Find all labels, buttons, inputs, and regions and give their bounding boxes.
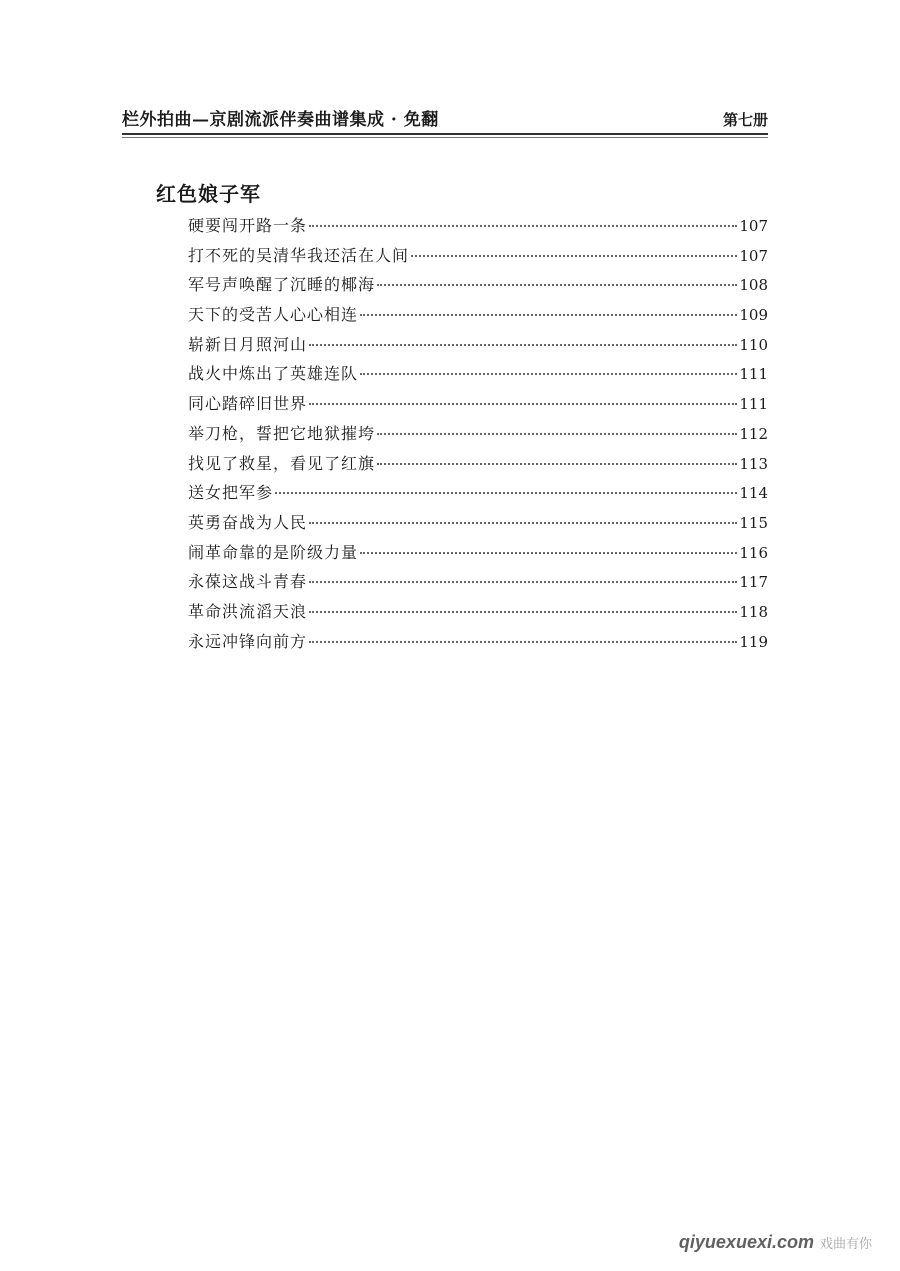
toc-entry-page: 113 xyxy=(739,454,768,473)
dot-leader xyxy=(360,373,737,375)
toc-entry xyxy=(188,241,768,271)
toc-entry xyxy=(188,597,768,627)
watermark-sub: 戏曲有你 xyxy=(819,1236,872,1252)
toc-entry-title: 举刀枪，誓把它地狱摧垮 xyxy=(188,423,376,443)
dot-leader xyxy=(309,522,737,524)
toc-entry-title: 崭新日月照河山 xyxy=(188,334,308,354)
dot-leader xyxy=(411,255,737,257)
toc-entry-title: 找见了救星，看见了红旗 xyxy=(188,453,376,473)
dot-leader xyxy=(360,314,737,316)
page-header xyxy=(122,104,768,130)
toc-entry-page: 111 xyxy=(739,365,768,384)
toc-entry xyxy=(188,478,768,508)
toc-entry-title: 闹革命靠的是阶级力量 xyxy=(188,542,359,562)
volume-label: 第七册 xyxy=(722,111,768,129)
toc-entry-page: 118 xyxy=(739,602,768,621)
dot-leader xyxy=(309,581,737,583)
toc-entry-page: 110 xyxy=(739,335,768,354)
dot-leader xyxy=(309,225,737,227)
dot-leader xyxy=(360,552,737,554)
toc-entry-page: 107 xyxy=(739,246,768,265)
toc-entry-page: 114 xyxy=(739,484,768,503)
toc-entry-title: 战火中炼出了英雄连队 xyxy=(188,364,359,384)
toc-entry-page: 119 xyxy=(739,632,768,651)
toc-entry-page: 109 xyxy=(739,306,768,325)
toc-entry xyxy=(188,508,768,538)
watermark xyxy=(672,1222,872,1262)
dot-leader xyxy=(275,492,737,494)
dot-leader xyxy=(377,284,737,286)
toc-entry-page: 107 xyxy=(739,217,768,235)
dot-leader xyxy=(309,403,737,405)
toc-entry-title: 送女把军参 xyxy=(188,483,274,503)
dot-leader xyxy=(377,463,737,465)
dot-leader xyxy=(309,344,737,346)
table-of-contents xyxy=(188,211,768,656)
toc-entry xyxy=(188,270,768,300)
toc-entry xyxy=(188,300,768,330)
section-title: 红色娘子军 xyxy=(156,182,261,206)
toc-entry-title: 永葆这战斗青春 xyxy=(188,572,308,592)
toc-entry-page: 112 xyxy=(739,424,768,443)
toc-entry xyxy=(188,211,768,241)
toc-entry-title: 同心踏碎旧世界 xyxy=(188,394,308,414)
toc-entry-page: 111 xyxy=(739,395,768,414)
toc-entry-title: 革命洪流滔天浪 xyxy=(188,601,308,621)
watermark-site: qiyuexuexi.com xyxy=(678,1231,814,1252)
toc-entry xyxy=(188,627,768,657)
toc-entry xyxy=(188,359,768,389)
toc-entry-page: 117 xyxy=(739,573,768,592)
toc-entry-page: 108 xyxy=(739,276,768,295)
toc-entry xyxy=(188,538,768,568)
dot-leader xyxy=(309,641,737,643)
toc-entry-page: 115 xyxy=(739,513,768,532)
toc-entry-title: 军号声唤醒了沉睡的椰海 xyxy=(188,275,376,295)
toc-entry xyxy=(188,419,768,449)
toc-entry-page: 116 xyxy=(739,543,768,562)
toc-entry-title: 英勇奋战为人民 xyxy=(188,512,308,532)
toc-entry xyxy=(188,389,768,419)
toc-entry xyxy=(188,330,768,360)
header-rule xyxy=(122,133,768,135)
dot-leader xyxy=(377,433,737,435)
toc-entry xyxy=(188,449,768,479)
toc-entry-title: 天下的受苦人心心相连 xyxy=(188,305,359,325)
dot-leader xyxy=(309,611,737,613)
toc-entry xyxy=(188,567,768,597)
toc-entry-title: 永远冲锋向前方 xyxy=(188,631,308,651)
book-title: 栏外拍曲—京剧流派伴奏曲谱集成 · 免翻 xyxy=(122,110,439,130)
wechat-icon xyxy=(672,1231,673,1253)
toc-entry-title: 硬要闯开路一条 xyxy=(188,216,308,235)
header-rule-thin xyxy=(122,137,768,138)
toc-entry-title: 打不死的吴清华我还活在人间 xyxy=(188,245,410,265)
